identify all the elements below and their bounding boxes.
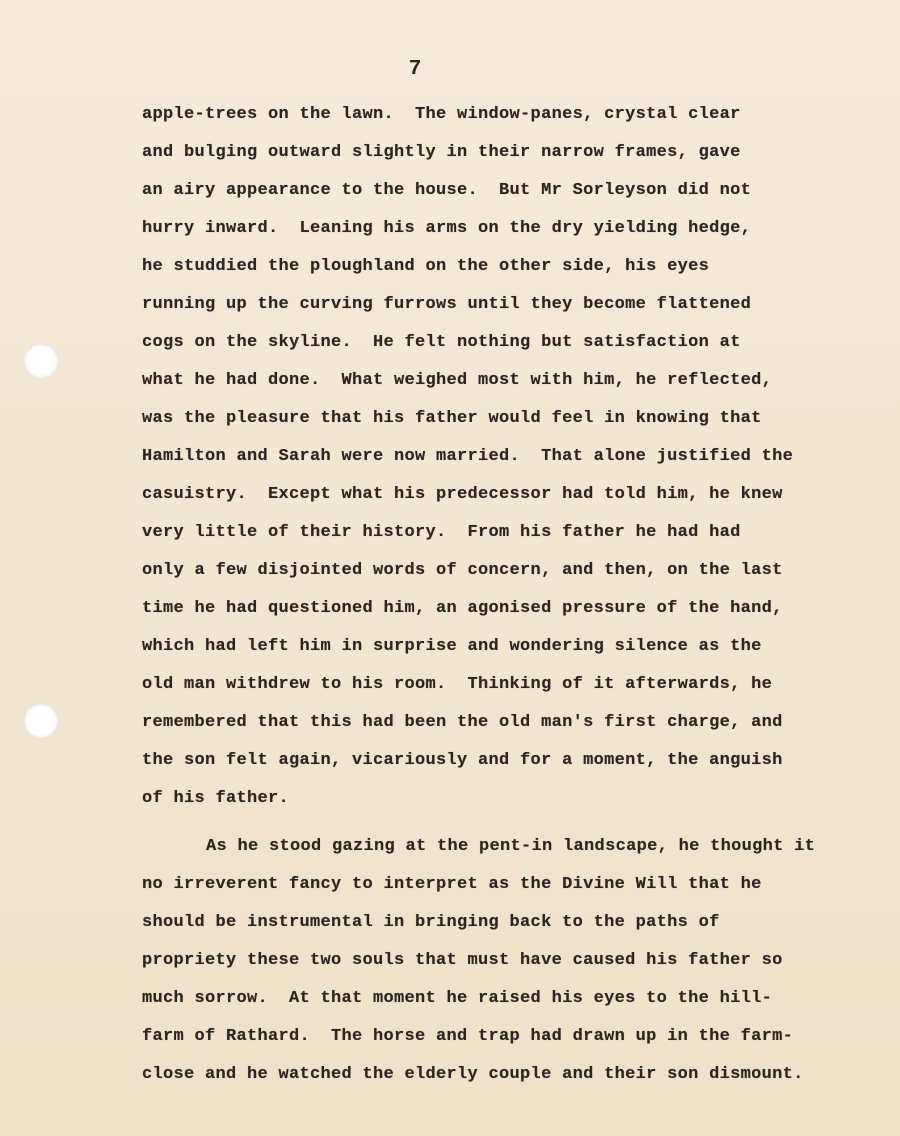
punch-hole-top: [24, 344, 58, 378]
text-line: an airy appearance to the house. But Mr Sorleyson did not: [142, 181, 752, 200]
punch-hole-bottom: [24, 704, 58, 738]
text-line: old man withdrew to his room. Thinking of it afterwards, he: [142, 675, 773, 694]
text-line: remembered that this had been the old man's first charge, and: [142, 713, 783, 732]
text-line: hurry inward. Leaning his arms on the dry yielding hedge,: [142, 219, 752, 238]
text-line: Hamilton and Sarah were now married. That alone justified the: [142, 447, 794, 466]
text-line: only a few disjointed words of concern, and then, on the last: [142, 561, 783, 580]
text-line: propriety these two souls that must have caused his father so: [142, 951, 783, 970]
paragraph-2: [142, 828, 815, 1094]
text-line: should be instrumental in bringing back to the paths of: [142, 913, 720, 932]
text-line: and bulging outward slightly in their narrow frames, gave: [142, 143, 741, 162]
text-line: casuistry. Except what his predecessor had told him, he knew: [142, 485, 783, 504]
text-line: time he had questioned him, an agonised pressure of the hand,: [142, 599, 783, 618]
text-line: cogs on the skyline. He felt nothing but satisfaction at: [142, 333, 741, 352]
body-text: [142, 96, 815, 1094]
text-line: much sorrow. At that moment he raised his eyes to the hill-: [142, 989, 773, 1008]
text-line: of his father.: [142, 789, 290, 808]
text-line: the son felt again, vicariously and for a moment, the anguish: [142, 751, 783, 770]
text-line: which had left him in surprise and wondering silence as the: [142, 637, 762, 656]
text-line: no irreverent fancy to interpret as the Divine Will that he: [142, 875, 762, 894]
text-line: apple-trees on the lawn. The window-panes, crystal clear: [142, 105, 741, 124]
text-line: he studdied the ploughland on the other side, his eyes: [142, 257, 710, 276]
text-line: what he had done. What weighed most with him, he reflected,: [142, 371, 773, 390]
text-line: As he stood gazing at the pent-in landscape, he thought it: [206, 837, 816, 856]
text-line: very little of their history. From his father he had had: [142, 523, 741, 542]
text-line: was the pleasure that his father would feel in knowing that: [142, 409, 762, 428]
text-line: running up the curving furrows until they become flattened: [142, 295, 752, 314]
page-number: 7: [408, 58, 422, 81]
paragraph-1: [142, 96, 815, 818]
text-line: farm of Rathard. The horse and trap had drawn up in the farm-: [142, 1027, 794, 1046]
text-line: close and he watched the elderly couple and their son dismount.: [142, 1065, 804, 1084]
